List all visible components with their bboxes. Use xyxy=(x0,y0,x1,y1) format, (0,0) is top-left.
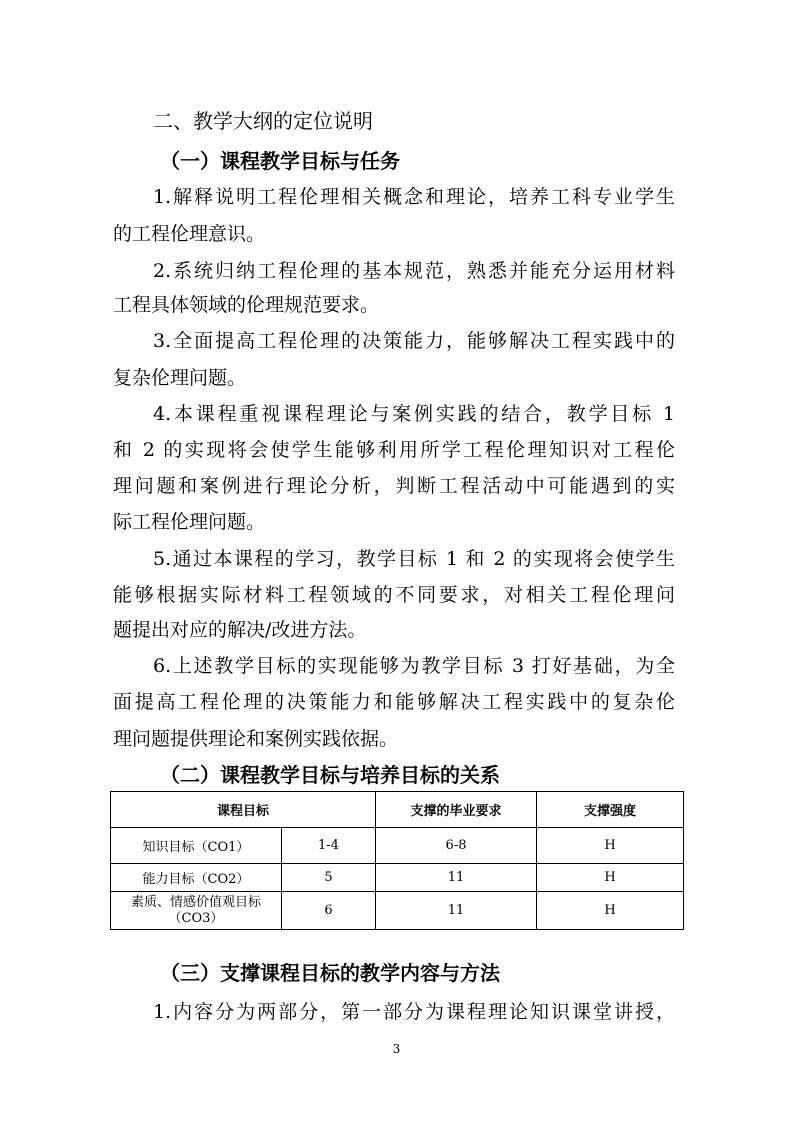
objective-item-4-line-3: 理问题和案例进行理论分析，判断工程活动中可能遇到的实 xyxy=(113,475,675,497)
table-header-course-goal: 课程目标 xyxy=(111,792,376,828)
objective-item-4-line-4: 际工程伦理问题。 xyxy=(113,511,266,533)
table-cell-ref: 1-4 xyxy=(282,828,376,864)
table-cell-ref: 5 xyxy=(282,864,376,892)
objective-item-2-line-1: 2.系统归纳工程伦理的基本规范，熟悉并能充分运用材料 xyxy=(153,260,675,282)
objectives-table xyxy=(110,791,684,930)
objective-item-5-line-2: 能够根据实际材料工程领域的不同要求，对相关工程伦理问 xyxy=(113,584,675,606)
objective-item-4-line-1: 4.本课程重视课程理论与案例实践的结合，教学目标 1 xyxy=(153,403,675,425)
objective-item-5-line-3: 题提出对应的解决/改进方法。 xyxy=(113,619,367,641)
content-item-1-line-1: 1.内容分为两部分，第一部分为课程理论知识课堂讲授， xyxy=(153,1001,675,1023)
section-title: 二、教学大纲的定位说明 xyxy=(153,109,373,133)
table-cell-strength: H xyxy=(537,864,684,892)
objective-item-2-line-2: 工程具体领域的伦理规范要求。 xyxy=(113,294,380,316)
objective-item-6-line-1: 6.上述教学目标的实现能够为教学目标 3 打好基础，为全 xyxy=(153,655,675,677)
page-number: 3 xyxy=(392,1042,401,1056)
objective-item-3-line-1: 3.全面提高工程伦理的决策能力，能够解决工程实践中的 xyxy=(153,330,675,352)
objective-item-1-line-1: 1.解释说明工程伦理相关概念和理论，培养工科专业学生 xyxy=(153,186,675,208)
subsection-title-objectives: （一）课程教学目标与任务 xyxy=(160,149,400,173)
objective-item-6-line-3: 理问题提供理论和案例实践依据。 xyxy=(113,728,399,750)
table-header-strength: 支撑强度 xyxy=(537,792,684,828)
subsection-title-content-methods: （三）支撑课程目标的教学内容与方法 xyxy=(160,961,500,985)
objective-item-1-line-2: 的工程伦理意识。 xyxy=(113,223,266,245)
table-header-grad-req: 支撑的毕业要求 xyxy=(376,792,537,828)
table-cell-strength: H xyxy=(537,892,684,930)
objective-item-3-line-2: 复杂伦理问题。 xyxy=(113,367,247,389)
table-cell-strength: H xyxy=(537,828,684,864)
subsection-title-relationship: （二）课程教学目标与培养目标的关系 xyxy=(160,763,500,787)
table-cell-grad-req: 11 xyxy=(376,864,537,892)
table-cell-goal: 能力目标（CO2） xyxy=(111,864,282,892)
table-header-row xyxy=(111,792,684,828)
objective-item-5-line-1: 5.通过本课程的学习，教学目标 1 和 2 的实现将会使学生 xyxy=(153,548,675,570)
table-cell-ref: 6 xyxy=(282,892,376,930)
table-row xyxy=(111,892,684,930)
table-cell-grad-req: 6-8 xyxy=(376,828,537,864)
table-row xyxy=(111,864,684,892)
objective-item-6-line-2: 面提高工程伦理的决策能力和能够解决工程实践中的复杂伦 xyxy=(113,691,675,713)
table-cell-goal: 知识目标（CO1） xyxy=(111,828,282,864)
objective-item-4-line-2: 和 2 的实现将会使学生能够利用所学工程伦理知识对工程伦 xyxy=(113,439,675,461)
table-cell-goal: 素质、情感价值观目标（CO3） xyxy=(111,892,282,930)
table-cell-grad-req: 11 xyxy=(376,892,537,930)
table-row xyxy=(111,828,684,864)
